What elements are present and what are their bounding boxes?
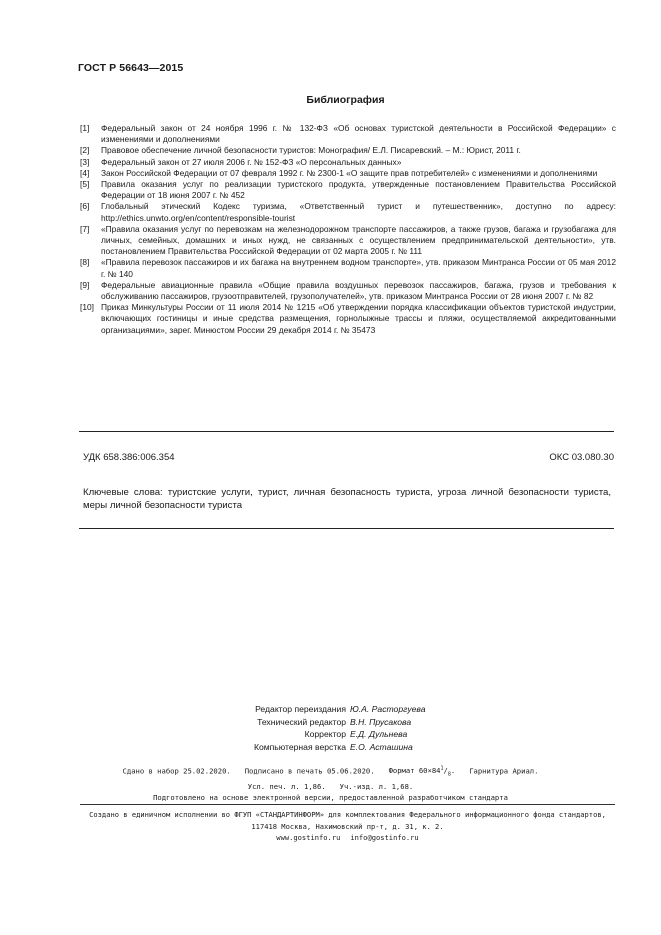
bibliography-title: Библиография [306, 94, 385, 106]
reference-text: Федеральные авиационные правила «Общие правила воздушных перевозок пассажиров, багажа, грузов и требования к обслуживанию пассажиров, грузоотправителей, грузополучателей», утв. приказом Минтранса России от 28 июня 2007 г. № 82 [101, 279, 616, 302]
udk-code: УДК 658.386:006.354 [83, 452, 175, 463]
credit-name: Е.О. Асташина [350, 741, 413, 752]
paper-format: Формат $60\times 84^1/_8$. [388, 766, 456, 778]
standard-id: ГОСТ Р 56643—2015 [78, 62, 184, 74]
website-link[interactable]: www.gostinfo.ru [276, 833, 341, 842]
reference-number: [3] [80, 156, 90, 167]
reference-text: «Правила перевозок пассажиров и их багажа на внутреннем водном транспорте», утв. приказом Минтранса России от 05 мая 2012 г. № 140 [101, 257, 616, 279]
reference-text: Закон Российской Федерации от 07 февраля 1992 г. № 2300-1 «О защите прав потребителей» с изменениями и дополнениями [101, 167, 598, 178]
bibliography-list [80, 123, 616, 336]
publication-line-2 [0, 781, 661, 792]
reference-number: [2] [80, 145, 90, 156]
reference-text: Приказ Минкультуры России от 11 июля 2014 № 1215 «Об утверждении порядка классификации объектов туристской индустрии, включающих гостиницы и иные средства размещения, горнолыжные трассы и пляжи, осуществляемой аккредитованными организациями», зарег. Минюстом России 29 декабря 2014 г. № 35473 [101, 302, 616, 335]
credit-row [0, 703, 661, 716]
bibliography-item [80, 257, 616, 279]
reference-text: Федеральный закон от 24 ноября 1996 г. № 132-ФЗ «Об основах туристской деятельности в Российской Федерации» с изменениями и дополнениями [101, 123, 616, 145]
reference-number: [1] [80, 123, 90, 133]
reference-text: Глобальный этический Кодекс туризма, «Ответственный турист и путешественник», доступно по адресу: http://ethics.unwto.org/en/content/responsible-tourist [101, 201, 616, 223]
credits-block [0, 703, 661, 753]
bibliography-item [80, 123, 616, 145]
edit-sheets: Уч.-изд. л. 1,68. [339, 781, 414, 791]
print-sheets: Усл. печ. л. 1,86. [247, 781, 326, 791]
reference-number: [6] [80, 201, 90, 212]
credit-name: В.Н. Прусакова [350, 716, 412, 727]
bibliography-item [80, 224, 616, 258]
credit-role: Редактор переиздания [255, 704, 346, 714]
credit-row [0, 741, 661, 754]
reference-number: [8] [80, 257, 90, 268]
typeface: Гарнитура Ариал. [469, 766, 539, 776]
footer-info [80, 809, 615, 844]
oks-code: ОКС 03.080.30 [549, 452, 614, 463]
publication-line-1 [0, 764, 661, 781]
publication-note: Подготовлено на основе электронной версии, предоставленной разработчиком стандарта [153, 792, 508, 802]
divider-footer [80, 804, 615, 805]
reference-text: Правовое обеспечение личной безопасности туристов: Монография/ Е.Л. Писаревский. – М.: Юрист, 2011 г. [101, 145, 521, 156]
signed-date: Подписано в печать 05.06.2020. [244, 766, 375, 776]
bibliography-item [80, 280, 616, 302]
bibliography-item [80, 157, 616, 168]
reference-text: «Правила оказания услуг по перевозкам на железнодорожном транспорте пассажиров, а также грузов, багажа и грузобагажа для личных, семейных, домашних и иных нужд, не связанных с осуществлением предпринимательской деятельности», утв. постановлением Правительства Российской Федерации от 02 марта 2005 г. № 111 [101, 223, 616, 257]
footer-contacts [80, 832, 615, 844]
credit-role: Технический редактор [257, 716, 346, 727]
reference-number: [7] [80, 223, 90, 234]
email-link[interactable]: info@gostinfo.ru [350, 833, 419, 842]
bibliography-item [80, 168, 616, 179]
reference-number: [9] [80, 279, 90, 290]
reference-text: Федеральный закон от 27 июля 2006 г. № 152-ФЗ «О персональных данных» [101, 156, 402, 167]
credit-name: Е.Д. Дульнева [350, 729, 408, 739]
credit-role: Компьютерная верстка [253, 741, 346, 752]
reference-number: [10] [80, 302, 94, 313]
credit-role: Корректор [304, 729, 346, 739]
reference-number: [4] [80, 167, 90, 178]
reference-text: Правила оказания услуг по реализации туристского продукта, утвержденные постановлением Правительства Российской Федерации от 18 июня 2007 г. № 452 [101, 179, 616, 201]
divider-bottom [79, 528, 614, 529]
reference-number: [5] [80, 179, 90, 190]
credit-name: Ю.А. Расторгуева [350, 704, 426, 714]
bibliography-item [80, 201, 616, 223]
divider-top [79, 431, 614, 432]
submitted-date: Сдано в набор 25.02.2020. [122, 766, 231, 776]
credit-row [0, 728, 661, 741]
bibliography-item [80, 145, 616, 156]
footer-publisher: Создано в единичном исполнении во ФГУП «СТАНДАРТИНФОРМ» для комплектования Федерального информационного фонда стандартов, 117418 Москва, Нахимовский пр-т, д. 31, к. 2. [89, 810, 606, 831]
credit-row [0, 716, 661, 729]
bibliography-item [80, 302, 616, 336]
publication-info [0, 764, 661, 803]
keywords: Ключевые слова: туристские услуги, турист, личная безопасность туриста, угроза личной безопасности туриста, меры личной безопасности туриста [83, 487, 611, 511]
bibliography-item [80, 179, 616, 201]
